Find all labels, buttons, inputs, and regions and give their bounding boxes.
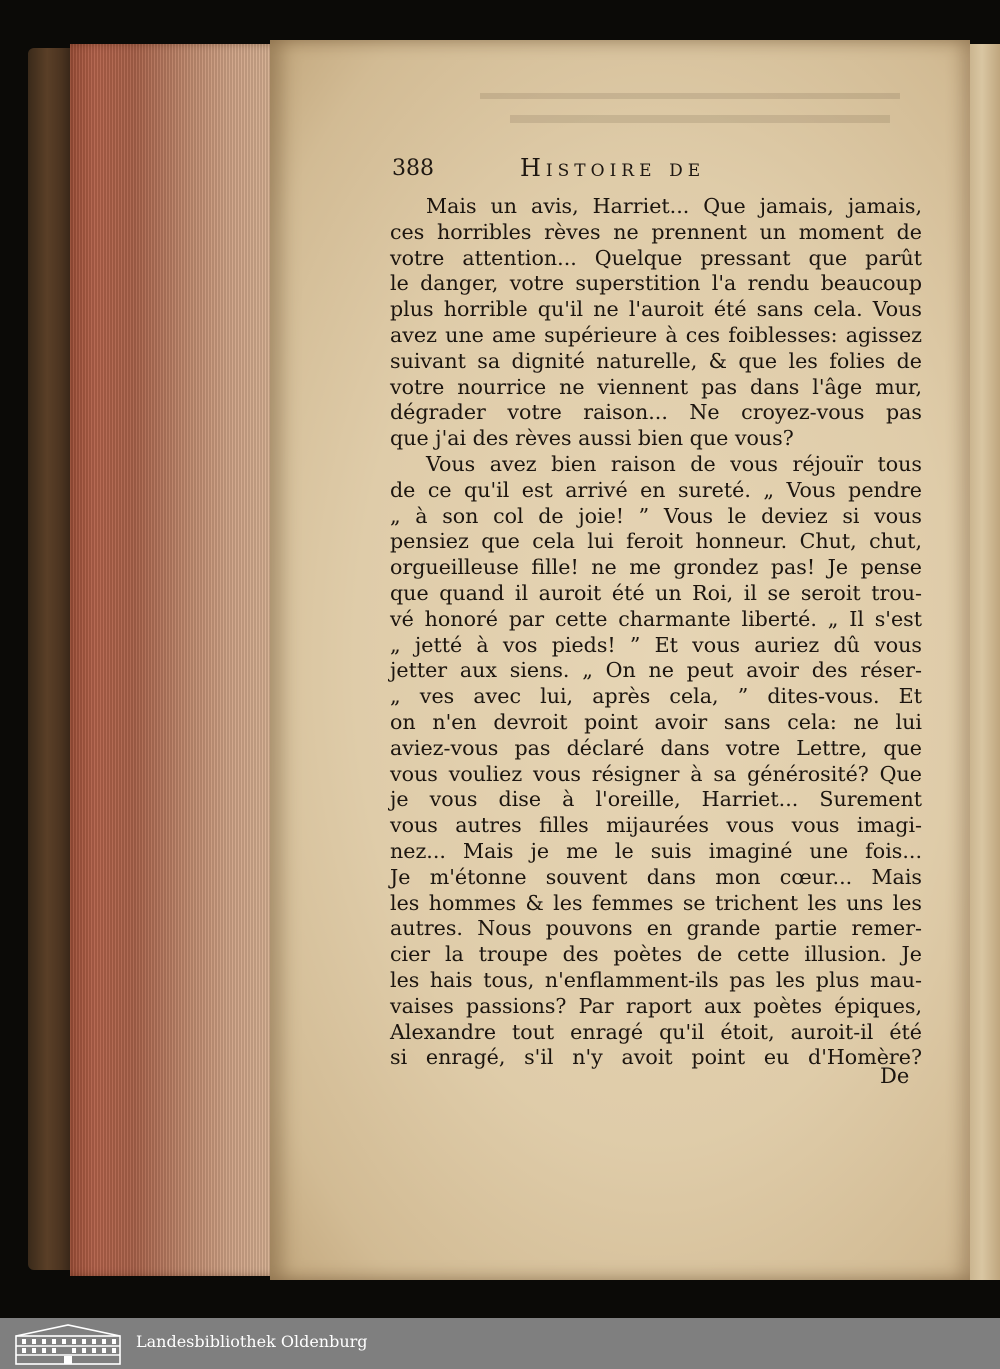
text-line: pensiez que cela lui feroit honneur. Chut, chut, [390,529,922,554]
text-line: vous autres filles mijaurées vous vous imagi- [390,813,922,838]
text-line: Alexandre tout enragé qu'il étoit, auroit-il été [390,1019,922,1044]
text-line: vé honoré par cette charmante liberté. „ Il s'est [390,606,922,631]
text-line: aviez-vous pas déclaré dans votre Lettre, que [390,735,922,760]
body-text [390,194,922,1071]
catchword: De [880,1064,910,1088]
running-title: Histoire de [520,154,706,182]
book-cover-edge [28,48,76,1270]
text-line: de ce qu'il est arrivé en sureté. „ Vous pendre [390,477,922,502]
text-line: si enragé, s'il n'y avoit point eu d'Homère? [390,1045,922,1070]
text-line: on n'en devroit point avoir sans cela: ne lui [390,709,922,734]
text-line: „ à son col de joie! ” Vous le deviez si vous [390,503,922,528]
page-block-edges [70,44,285,1276]
text-line: dégrader votre raison... Ne croyez-vous pas [390,400,922,425]
text-line: „ jetté à vos pieds! ” Et vous auriez dû vous [390,632,922,657]
text-line: Vous avez bien raison de vous réjouïr tous [426,451,922,476]
text-line: que quand il auroit été un Roi, il se seroit trou- [390,580,922,605]
show-through-bleed [470,85,910,145]
text-line: nez... Mais je me le suis imaginé une fois... [390,838,922,863]
text-line: je vous dise à l'oreille, Harriet... Surement [390,787,922,812]
footer-bar [0,1318,1000,1369]
text-line: que j'ai des rèves aussi bien que vous? [390,426,794,451]
text-line: orgueilleuse fille! ne me grondez pas! Je pense [390,555,922,580]
text-line: les hommes & les femmes se trichent les uns les [390,890,922,915]
text-line: plus horrible qu'il ne l'auroit été sans cela. Vous [390,297,922,322]
text-line: cier la troupe des poètes de cette illusion. Je [390,942,922,967]
text-line: ces horribles rèves ne prennent un moment de [390,219,922,244]
text-line: Je m'étonne souvent dans mon cœur... Mais [390,864,922,889]
page-number: 388 [392,156,434,181]
text-line: vous vouliez vous résigner à sa générosité? Que [390,761,922,786]
running-head [392,152,812,192]
text-line: avez une ame supérieure à ces foiblesses: agissez [390,322,922,347]
text-line: les hais tous, n'enflamment-ils pas les plus mau- [390,967,922,992]
library-building-icon [12,1322,124,1366]
text-line: „ ves avec lui, après cela, ” dites-vous. Et [390,684,922,709]
text-line: jetter aux siens. „ On ne peut avoir des réser- [390,658,922,683]
text-line: Mais un avis, Harriet... Que jamais, jamais, [426,194,922,218]
text-line: autres. Nous pouvons en grande partie remer- [390,916,922,941]
text-line: votre nourrice ne viennent pas dans l'âge mur, [390,374,922,399]
text-line: votre attention... Quelque pressant que parût [390,245,922,270]
text-line: vaises passions? Par raport aux poètes épiques, [390,993,922,1018]
library-name: Landesbibliothek Oldenburg [136,1332,368,1351]
text-line: le danger, votre superstition l'a rendu beaucoup [390,271,922,296]
text-line: suivant sa dignité naturelle, & que les folies de [390,348,922,373]
